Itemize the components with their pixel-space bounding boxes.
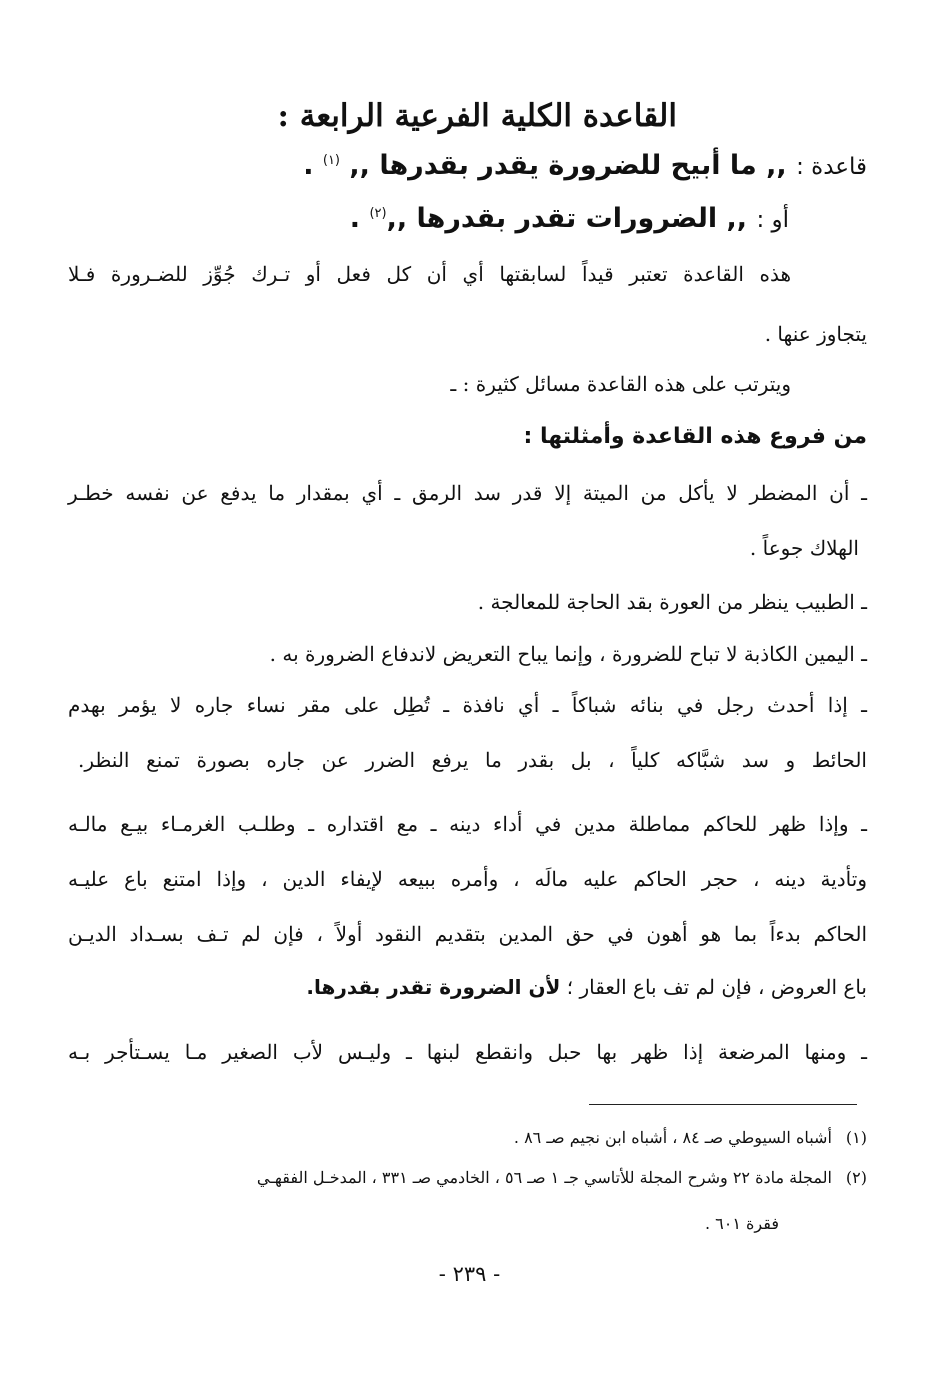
list-item: ـ الطبيب ينظر من العورة بقد الحاجة للمعالجة .: [477, 590, 867, 614]
rule-label: قاعدة :: [796, 154, 867, 180]
footnote-text: أشباه السيوطي صـ ٨٤ ، أشباه ابن نجيم صـ ٨٦ .: [513, 1128, 832, 1147]
emphasized-rule-text: لأن الضرورة تقدر بقدرها.: [306, 975, 561, 999]
page-title: القاعدة الكلية الفرعية الرابعة :: [277, 98, 677, 134]
list-item: ـ اليمين الكاذبة لا تباح للضرورة ، وإنما يباح التعريض لاندفاع الضرورة به .: [269, 642, 867, 666]
list-item-continuation: الحاكم بدءاً بما هو أهون في حق المدين بتقديم النقود أولاً ، فإن لم تـف بسـداد الديـن: [68, 922, 867, 946]
footnote-text: المجلة مادة ٢٢ وشرح المجلة للأتاسي جـ ١ صـ ٥٦ ، الخادمي صـ ٣٣١ ، المدخـل الفقهـي: [256, 1168, 832, 1187]
list-item: ـ إذا أحدث رجل في بنائه شباكاً ـ أي نافذة ـ تُطِل على مقر نساء جاره لا يؤمر بهدم: [68, 693, 867, 717]
footnote-ref: (٢): [369, 206, 387, 221]
section-subheading: من فروع هذه القاعدة وأمثلتها :: [523, 424, 867, 449]
footnote-number: (١): [845, 1128, 867, 1147]
rule-end: .: [303, 150, 323, 181]
list-item-continuation: وتأدية دينه ، حجر الحاكم عليه مالَه ، وأمره ببيعه لإيفاء الدين ، وإذا امتنع باع عليـه: [68, 867, 867, 891]
list-item-continuation: [306, 975, 867, 999]
rule-text: ,, ما أبيح للضرورة يقدر بقدرها ,,: [340, 150, 787, 181]
paragraph-line: هذه القاعدة تعتبر قيداً لسابقتها أي أن كل فعل أو تـرك جُوِّز للضـرورة فـلا: [68, 262, 791, 286]
rule-end: .: [349, 203, 370, 234]
list-item-continuation: الحائط و سد شبَّاكه كلياً ، بل بقدر ما يرفع الضرر عن جاره بصورة تمنع النظر.: [78, 748, 867, 772]
footnote-ref: (١): [322, 153, 340, 168]
footnote-divider: [589, 1104, 857, 1105]
paragraph-text: باع العروض ، فإن لم تف باع العقار ؛: [560, 975, 867, 999]
footnote: [514, 1128, 867, 1147]
list-item: ـ ومنها المرضعة إذا ظهر بها حبل وانقطع لبنها ـ وليـس لأب الصغير مـا يسـتأجر بـه: [68, 1040, 867, 1064]
rule-statement-2: [350, 203, 789, 234]
footnote-number: (٢): [845, 1168, 867, 1187]
footnote-continuation: فقرة ٦٠١ .: [705, 1214, 779, 1233]
list-item-continuation: الهلاك جوعاً .: [749, 536, 859, 560]
rule-label: أو :: [756, 207, 789, 233]
paragraph-line: يتجاوز عنها .: [764, 322, 867, 346]
paragraph-line: ويترتب على هذه القاعدة مسائل كثيرة : ـ: [450, 372, 791, 396]
rule-text: ,, الضرورات تقدر بقدرها ,,: [386, 203, 748, 234]
footnote: [80, 1168, 867, 1187]
list-item: ـ أن المضطر لا يأكل من الميتة إلا قدر سد الرمق ـ أي بمقدار ما يدفع عن نفسه خطـر: [68, 481, 867, 505]
rule-statement-1: [303, 150, 867, 181]
page-number: - ٢٣٩ -: [438, 1262, 501, 1286]
list-item: ـ وإذا ظهر للحاكم مماطلة مدين في أداء دينه ـ مع اقتداره ـ وطلـب الغرمـاء بيـع مالـه: [68, 812, 867, 836]
